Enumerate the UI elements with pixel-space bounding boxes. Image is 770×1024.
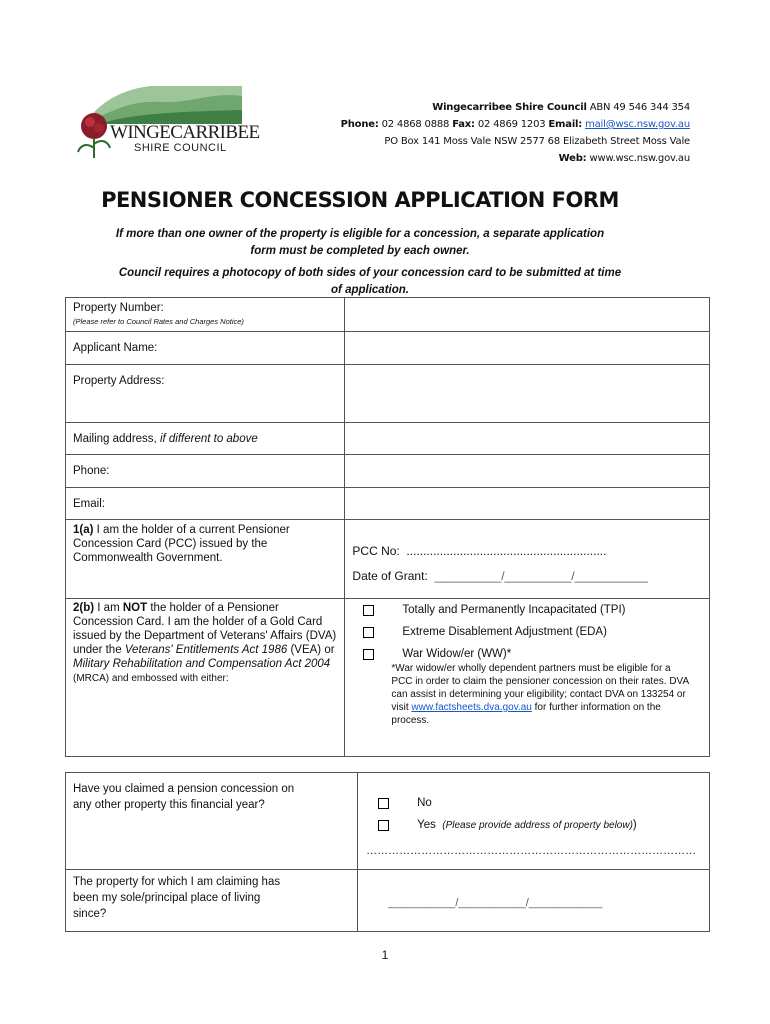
owner-note-line1: If more than one owner of the property is eligible for a concession, a separate application [115,228,605,240]
section-2b-text-b: the holder of a Pensioner Concession Card. I am the holder of a Gold Card issued by the Department of Veterans' Affairs (DVA) under the [73,602,337,656]
application-form-table [65,297,710,757]
section-2b-act2: Military Rehabilitation and Compensation Act 2004 [73,658,331,670]
property-number-hint: (Please refer to Council Rates and Charges Notice) [73,317,244,326]
pcc-number-label: PCC No: [352,544,400,558]
mailing-address-row [66,423,710,455]
no-label: No [417,797,432,809]
email-label: Email: [548,119,583,130]
property-address-row [66,365,710,423]
mailing-address-label: Mailing address, [73,433,157,445]
section-2b-not: NOT [122,602,148,614]
applicant-name-label: Applicant Name: [73,342,158,354]
photocopy-note-line1: Council requires a photocopy of both sides of your concession card to be submitted at time [118,267,622,279]
phone-row [66,455,710,488]
tpi-checkbox[interactable] [363,605,374,616]
option-yes: Yes (Please provide address of property below) ) [378,819,702,831]
logo-text-line1: WINGECARRIBEE [110,122,260,143]
property-number-row [66,298,710,332]
page-title: PENSIONER CONCESSION APPLICATION FORM [101,188,619,212]
other-claim-row [66,773,710,870]
mailing-address-input[interactable] [345,423,710,455]
postal-address: PO Box 141 Moss Vale NSW 2577 68 Elizabeth Street Moss Vale [384,136,690,147]
tpi-label: Totally and Permanently Incapacitated (TPI) [402,604,626,616]
section-1a-row [66,520,710,599]
property-address-label: Property Address: [73,375,165,387]
email-link[interactable]: mail@wsc.nsw.gov.au [585,119,690,130]
phone-label: Phone: [340,119,379,130]
section-2b-act1: Veterans' Entitlements Act 1986 [124,644,288,656]
principal-residence-row [66,870,710,932]
fax-label: Fax: [452,119,475,130]
org-name: Wingecarribee Shire Council [432,102,587,113]
date-of-grant-label: Date of Grant: [352,569,428,583]
dva-factsheets-link[interactable]: www.factsheets.dva.gov.au [411,702,532,713]
ww-note-text: *War widow/er wholly dependent partners must be eligible for a PCC in order to claim the pensioner concession on their rates. DVA can assist in determining your eligibility; contact DVA on 133254 or visit [391,663,689,713]
eda-checkbox[interactable] [363,627,374,638]
option-tpi [363,604,702,616]
ww-checkbox[interactable] [363,649,374,660]
owner-note-line2: form must be completed by each owner. [250,245,470,257]
pcc-number-field[interactable] [352,544,702,558]
fax-number: 02 4869 1203 [477,119,546,130]
claim-table [65,772,710,932]
no-checkbox[interactable] [378,798,389,809]
option-eda [363,626,702,638]
yes-hint: (Please provide address of property below) [442,819,633,831]
page-number: 1 [381,948,389,962]
mailing-address-hint: if different to above [159,433,258,445]
web-address[interactable]: www.wsc.nsw.gov.au [589,153,690,164]
applicant-name-row [66,332,710,365]
ww-note-end: for further information on the process. [391,702,661,726]
photocopy-note-line2: of application. [331,284,409,296]
date-of-grant-field[interactable] [352,569,702,583]
section-2b-mrca: (MRCA) and embossed with either: [73,673,229,684]
section-1a-text [73,523,337,565]
ww-label: War Widow/er (WW)* [402,648,512,660]
principal-residence-question: The property for which I am claiming has been my sole/principal place of living since? [73,876,281,920]
owner-note [70,226,650,260]
abn: ABN 49 546 344 354 [589,102,690,113]
section-2b-number: 2(b) [73,602,95,614]
property-number-label: Property Number: [73,302,164,314]
section-1a-body: I am the holder of a current Pensioner Concession Card (PCC) issued by the Commonwealth Government. [73,524,290,564]
property-address-input[interactable] [345,365,710,423]
phone-number: 02 4868 0888 [381,119,450,130]
logo-text-line2: SHIRE COUNCIL [134,142,227,154]
option-ww [363,648,702,660]
other-claim-question: Have you claimed a pension concession on any other property this financial year? [73,783,295,811]
principal-residence-date[interactable]: ___________/___________/____________ [388,897,603,909]
section-2b-row [66,599,710,757]
section-2b-text-a: I am [97,602,120,614]
date-of-grant-blank: __________/__________/___________ [434,569,649,583]
section-1a-number: 1(a) [73,524,94,536]
yes-label: Yes [417,819,436,831]
web-label: Web: [558,153,587,164]
photocopy-note [70,265,670,299]
pcc-number-dots: ............................................................ [406,544,607,558]
other-property-dots[interactable]: ……………………………………………………………………………… [366,845,697,857]
email-row [66,488,710,520]
council-logo [70,82,260,164]
section-2b-vea: (VEA) or [290,644,335,656]
ww-note [391,662,692,727]
phone-field-label: Phone: [73,465,110,477]
applicant-name-input[interactable] [345,332,710,365]
email-input[interactable] [345,488,710,520]
section-2b-text [73,601,337,686]
eda-label: Extreme Disablement Adjustment (EDA) [402,626,607,638]
council-contact-block [341,99,690,167]
phone-input[interactable] [345,455,710,488]
option-no [378,797,702,809]
email-field-label: Email: [73,498,105,510]
property-number-input[interactable] [345,298,710,332]
yes-checkbox[interactable] [378,820,389,831]
